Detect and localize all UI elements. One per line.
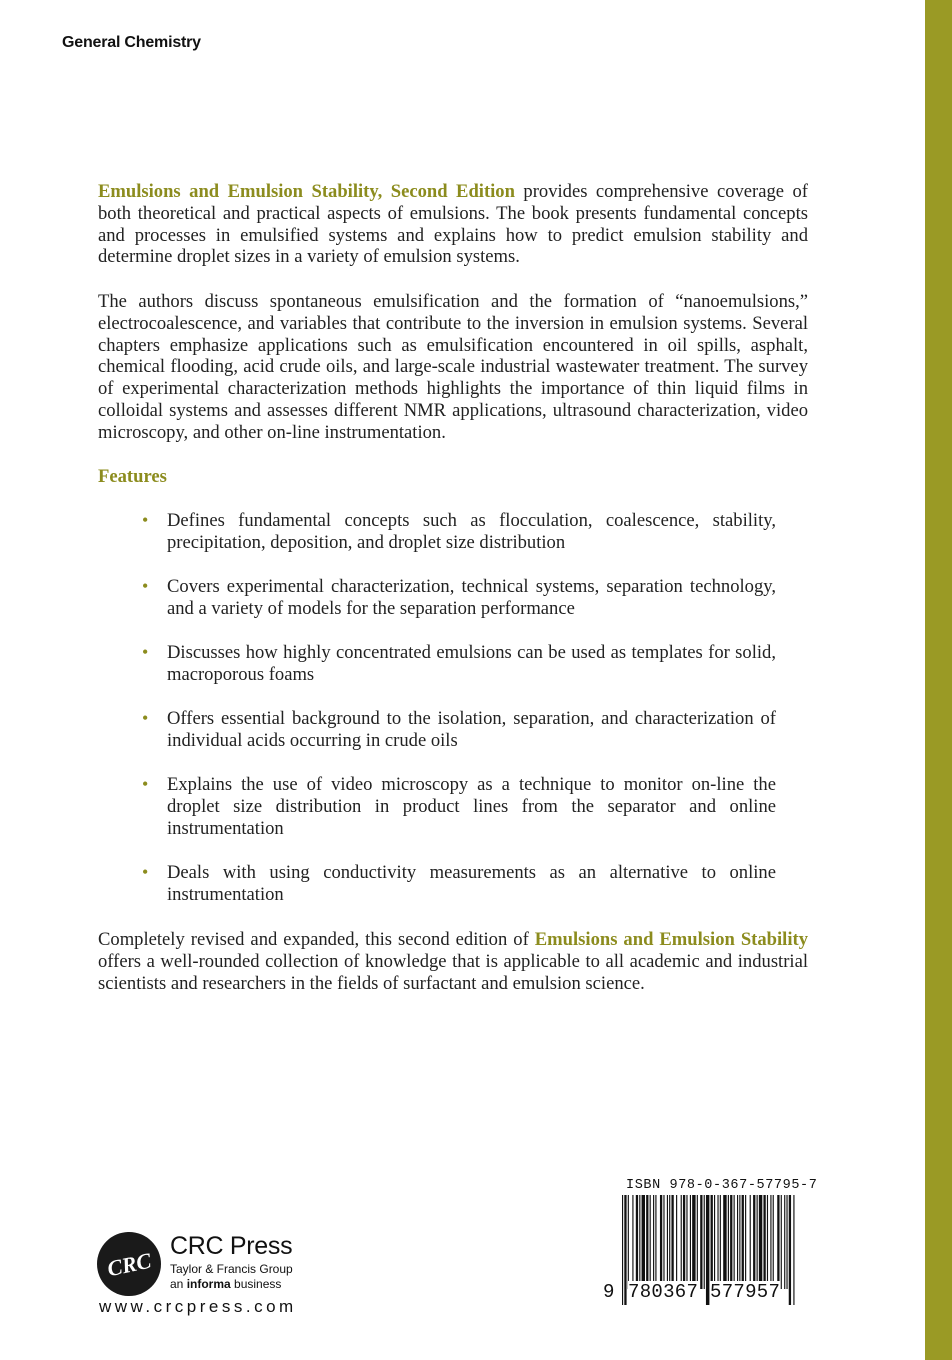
feature-item	[140, 774, 776, 839]
category-label: General Chemistry	[62, 34, 201, 51]
description-paragraph: The authors discuss spontaneous emulsification and the formation of “nanoemulsions,” electrocoalescence, and variables that contribute to the inversion in emulsion systems. Several chapters emphasize applications such as emulsification encountered in oil spills, asphalt, chemical flooding, acid crude oils, and large-scale industrial wastewater treatment. The survey of experimental characterization methods highlights the importance of thin liquid films in colloidal systems and assesses different NMR applications, ultrasound characterization, video microscopy, and other on-line instrumentation.	[98, 291, 808, 443]
barcode-bar	[676, 1195, 677, 1289]
feature-item	[140, 510, 776, 554]
crc-logo-icon	[96, 1231, 162, 1297]
barcode-bar	[773, 1195, 774, 1289]
barcode-bar	[714, 1195, 715, 1289]
informa-suffix: business	[230, 1277, 282, 1291]
isbn-label: ISBN 978-0-367-57795-7	[626, 1178, 818, 1193]
spine-color-band	[925, 0, 952, 1360]
publisher-website: www.crcpress.com	[99, 1297, 297, 1316]
feature-text: Discusses how highly concentrated emulsions can be used as templates for solid, macroporous foams	[167, 642, 776, 685]
barcode-bar	[642, 1195, 645, 1289]
barcode-bar	[770, 1195, 771, 1289]
barcode-bar	[728, 1195, 729, 1289]
barcode-bar	[730, 1195, 732, 1289]
barcode-right-digits: 577957	[710, 1281, 781, 1303]
barcode-bar	[757, 1195, 758, 1289]
barcode-bar	[622, 1195, 623, 1305]
barcode-bar	[737, 1195, 738, 1289]
publisher-informa	[170, 1277, 293, 1292]
closing-text-before: Completely revised and expanded, this second edition of	[98, 929, 535, 950]
logo-text: CRC	[104, 1247, 154, 1282]
feature-text: Explains the use of video microscopy as a technique to monitor on-line the droplet size distribution in product lines from the separator and online instrumentation	[167, 774, 776, 839]
barcode-bar	[690, 1195, 691, 1289]
barcode-bar	[692, 1195, 695, 1289]
barcode-first-digit: 9	[603, 1281, 615, 1303]
barcode-bar	[734, 1195, 735, 1289]
bullet-icon: •	[142, 510, 149, 530]
bullet-icon: •	[142, 774, 149, 794]
closing-text-after: offers a well-rounded collection of knowledge that is applicable to all academic and industrial scientists and researchers in the fields of surfactant and emulsion science.	[98, 950, 808, 994]
barcode-bar	[784, 1195, 785, 1289]
intro-text: provides comprehensive coverage of both theoretical and practical aspects of emulsions. The book presents fundamental concepts and processes in emulsified systems and explains how to predict emulsion stability and determine droplet sizes in a variety of emulsion systems.	[98, 181, 809, 268]
barcode-bar	[720, 1195, 721, 1289]
publisher-name: CRC Press	[170, 1232, 293, 1260]
barcode-bar	[711, 1195, 713, 1289]
feature-item	[140, 576, 776, 620]
barcode-bar	[653, 1195, 654, 1289]
informa-prefix: an	[170, 1277, 187, 1291]
barcode-bar	[663, 1195, 664, 1289]
feature-item	[140, 642, 776, 686]
features-heading: Features	[98, 466, 167, 487]
informa-brand: informa	[186, 1277, 231, 1291]
book-title: Emulsions and Emulsion Stability, Second Edition	[98, 181, 515, 202]
feature-text: Offers essential background to the isolation, separation, and characterization of individual acids occurring in crude oils	[167, 708, 776, 751]
barcode-bar	[781, 1195, 782, 1289]
bullet-icon: •	[142, 862, 149, 882]
barcode-bar	[632, 1195, 633, 1289]
barcode-bar	[681, 1195, 682, 1289]
closing-paragraph	[98, 929, 808, 994]
barcode-bar	[704, 1195, 705, 1289]
publisher-group: Taylor & Francis Group	[170, 1262, 293, 1276]
feature-text: Defines fundamental concepts such as flocculation, coalescence, stability, precipitation, deposition, and droplet size distribution	[167, 510, 776, 553]
barcode-bar	[759, 1195, 762, 1289]
intro-paragraph	[98, 181, 808, 268]
barcode-bar	[646, 1195, 648, 1289]
barcode-bar	[671, 1195, 673, 1289]
barcode-bar	[723, 1195, 726, 1289]
barcode-bar	[683, 1195, 685, 1289]
barcode-bar	[777, 1195, 779, 1289]
barcode-bar	[667, 1195, 668, 1289]
barcode-left-digits: 780367	[628, 1281, 699, 1303]
feature-text: Deals with using conductivity measurements as an alternative to online instrumentation	[167, 862, 776, 905]
barcode-bar	[739, 1195, 740, 1289]
barcode-bar	[669, 1195, 670, 1289]
barcode-bar	[745, 1195, 746, 1289]
barcode-bar	[624, 1195, 626, 1305]
barcode-bar	[742, 1195, 744, 1289]
barcode-bar	[650, 1195, 651, 1289]
barcode-bar	[750, 1195, 751, 1289]
barcode-bar	[753, 1195, 755, 1289]
barcode-bar	[717, 1195, 718, 1289]
barcode-bar	[636, 1195, 638, 1289]
barcode-bar	[767, 1195, 768, 1289]
barcode-bar	[686, 1195, 687, 1289]
barcode-bar	[763, 1195, 765, 1289]
barcode-bar	[655, 1195, 656, 1289]
barcode-bar	[697, 1195, 698, 1289]
barcode-bar	[639, 1195, 640, 1289]
barcode-bar	[700, 1195, 702, 1289]
barcode-bar	[789, 1195, 791, 1305]
feature-item	[140, 708, 776, 752]
barcode-bar	[786, 1195, 787, 1289]
barcode-bar	[628, 1195, 629, 1289]
bullet-icon: •	[142, 708, 149, 728]
bullet-icon: •	[142, 642, 149, 662]
barcode-bar	[793, 1195, 794, 1305]
publisher-block	[170, 1232, 293, 1292]
barcode-bar	[660, 1195, 662, 1289]
feature-text: Covers experimental characterization, technical systems, separation technology, and a variety of models for the separation performance	[167, 576, 776, 619]
feature-item	[140, 862, 776, 906]
barcode-bar	[706, 1195, 709, 1305]
bullet-icon: •	[142, 576, 149, 596]
closing-book-title: Emulsions and Emulsion Stability	[534, 929, 808, 950]
